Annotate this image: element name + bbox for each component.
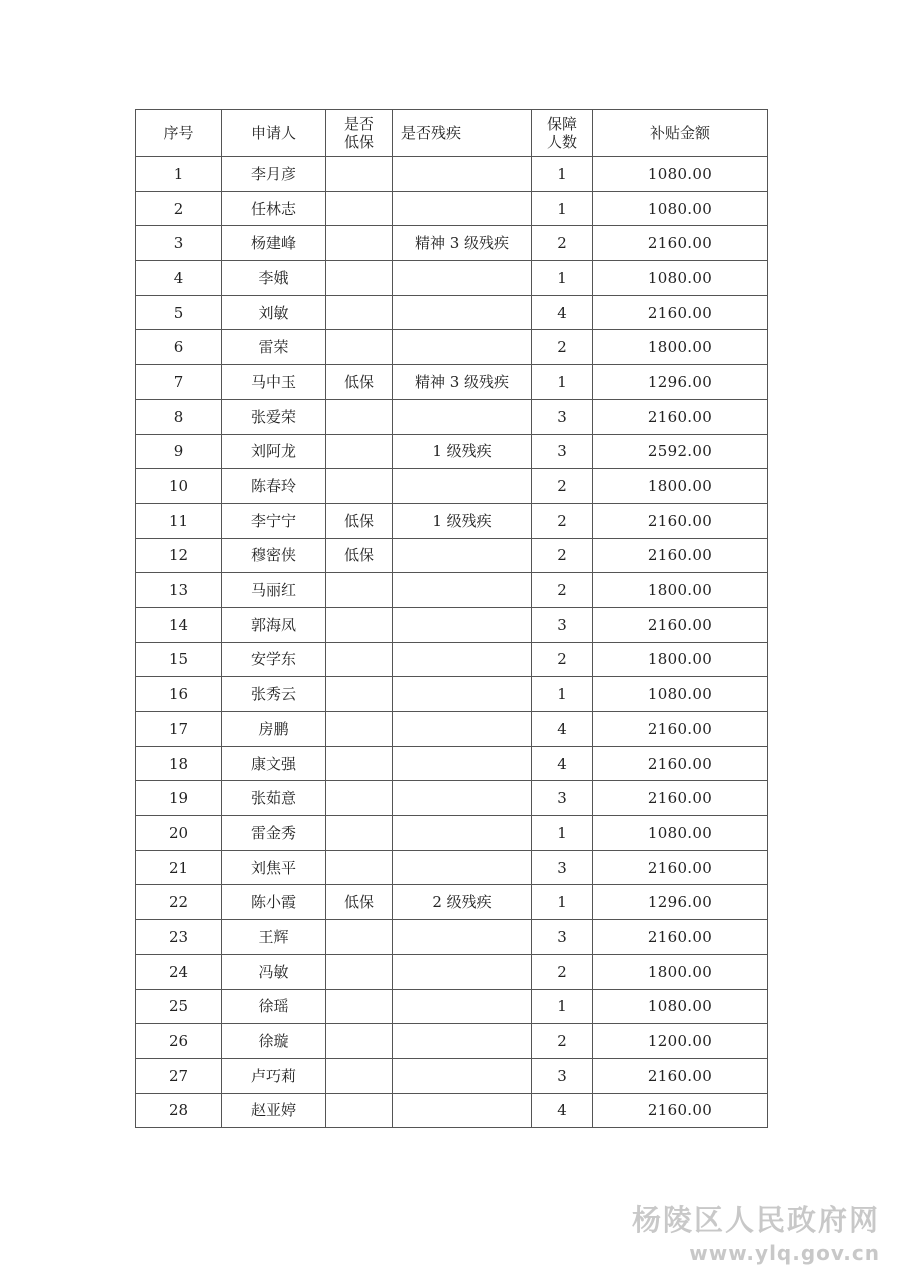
cell-applicant: 张爱荣 [222,399,326,434]
cell-seq: 11 [136,503,222,538]
table-row [136,677,768,712]
cell-seq: 18 [136,746,222,781]
cell-dibao [326,954,393,989]
cell-disability [393,1093,532,1128]
cell-amount: 2160.00 [593,850,768,885]
header-disability: 是否残疾 [393,110,532,157]
table-row [136,295,768,330]
cell-seq: 5 [136,295,222,330]
cell-disability [393,399,532,434]
table-row [136,1093,768,1128]
cell-applicant: 张茹意 [222,781,326,816]
cell-seq: 23 [136,920,222,955]
cell-dibao [326,712,393,747]
cell-applicant: 徐瑶 [222,989,326,1024]
cell-seq: 28 [136,1093,222,1128]
table-row [136,746,768,781]
header-persons-line1: 保障 [546,115,577,133]
cell-dibao [326,469,393,504]
cell-dibao [326,261,393,296]
watermark-url: www.ylq.gov.cn [689,1241,880,1265]
cell-applicant: 马中玉 [222,365,326,400]
cell-dibao [326,399,393,434]
cell-dibao [326,226,393,261]
cell-applicant: 陈小霞 [222,885,326,920]
cell-disability: 1 级残疾 [393,434,532,469]
cell-applicant: 陈春玲 [222,469,326,504]
cell-seq: 7 [136,365,222,400]
cell-dibao [326,157,393,192]
table-row [136,920,768,955]
cell-amount: 1080.00 [593,989,768,1024]
cell-amount: 2160.00 [593,503,768,538]
cell-amount: 1080.00 [593,157,768,192]
header-dibao-line2: 低保 [343,133,374,151]
cell-persons: 2 [532,330,593,365]
table-row [136,781,768,816]
cell-persons: 1 [532,885,593,920]
cell-dibao [326,989,393,1024]
cell-seq: 3 [136,226,222,261]
cell-applicant: 穆密侠 [222,538,326,573]
cell-applicant: 赵亚婷 [222,1093,326,1128]
cell-applicant: 雷荣 [222,330,326,365]
cell-applicant: 卢巧莉 [222,1058,326,1093]
cell-applicant: 徐璇 [222,1024,326,1059]
table-row [136,712,768,747]
cell-persons: 3 [532,920,593,955]
cell-amount: 2592.00 [593,434,768,469]
cell-persons: 1 [532,157,593,192]
cell-persons: 3 [532,434,593,469]
cell-persons: 2 [532,573,593,608]
cell-amount: 2160.00 [593,538,768,573]
cell-persons: 2 [532,642,593,677]
cell-persons: 1 [532,677,593,712]
cell-persons: 3 [532,399,593,434]
header-persons-line2: 人数 [546,133,577,151]
cell-disability [393,295,532,330]
cell-persons: 1 [532,191,593,226]
table-row [136,157,768,192]
table-row [136,885,768,920]
header-amount: 补贴金额 [593,110,768,157]
cell-disability [393,607,532,642]
cell-persons: 2 [532,954,593,989]
cell-amount: 1296.00 [593,885,768,920]
cell-amount: 1296.00 [593,365,768,400]
cell-persons: 2 [532,538,593,573]
cell-disability [393,191,532,226]
table-row [136,642,768,677]
table-row [136,850,768,885]
cell-disability [393,989,532,1024]
table-row [136,226,768,261]
cell-disability [393,781,532,816]
cell-amount: 2160.00 [593,920,768,955]
cell-seq: 13 [136,573,222,608]
cell-seq: 2 [136,191,222,226]
cell-amount: 1080.00 [593,261,768,296]
cell-seq: 21 [136,850,222,885]
cell-disability [393,746,532,781]
cell-dibao [326,781,393,816]
cell-disability [393,1058,532,1093]
cell-dibao [326,920,393,955]
cell-applicant: 任林志 [222,191,326,226]
table-header [136,110,768,157]
cell-amount: 2160.00 [593,781,768,816]
cell-applicant: 郭海凤 [222,607,326,642]
cell-seq: 12 [136,538,222,573]
cell-applicant: 马丽红 [222,573,326,608]
cell-applicant: 刘焦平 [222,850,326,885]
header-seq: 序号 [136,110,222,157]
table-row [136,503,768,538]
cell-persons: 4 [532,712,593,747]
table-row [136,954,768,989]
cell-disability [393,677,532,712]
cell-disability [393,469,532,504]
cell-seq: 17 [136,712,222,747]
cell-applicant: 李月彦 [222,157,326,192]
table-row [136,365,768,400]
table-row [136,399,768,434]
cell-persons: 2 [532,503,593,538]
cell-seq: 22 [136,885,222,920]
cell-disability [393,850,532,885]
cell-dibao [326,607,393,642]
cell-seq: 20 [136,816,222,851]
cell-persons: 4 [532,746,593,781]
cell-applicant: 冯敏 [222,954,326,989]
cell-persons: 3 [532,1058,593,1093]
cell-disability: 精神 3 级残疾 [393,226,532,261]
cell-disability: 精神 3 级残疾 [393,365,532,400]
cell-applicant: 刘阿龙 [222,434,326,469]
cell-dibao [326,1093,393,1128]
table-body [136,157,768,1128]
cell-amount: 1200.00 [593,1024,768,1059]
cell-amount: 1800.00 [593,330,768,365]
cell-dibao [326,816,393,851]
cell-seq: 10 [136,469,222,504]
cell-disability [393,642,532,677]
header-dibao-line1: 是否 [343,115,374,133]
cell-amount: 2160.00 [593,1058,768,1093]
cell-amount: 2160.00 [593,295,768,330]
cell-seq: 8 [136,399,222,434]
cell-persons: 1 [532,365,593,400]
cell-amount: 1800.00 [593,573,768,608]
cell-dibao [326,295,393,330]
cell-dibao [326,677,393,712]
cell-dibao [326,746,393,781]
cell-disability: 2 级残疾 [393,885,532,920]
cell-disability [393,261,532,296]
cell-applicant: 刘敏 [222,295,326,330]
cell-amount: 1800.00 [593,469,768,504]
cell-dibao: 低保 [326,538,393,573]
cell-seq: 26 [136,1024,222,1059]
cell-dibao [326,1058,393,1093]
cell-disability [393,330,532,365]
header-dibao [326,110,393,157]
table-row [136,573,768,608]
subsidy-table [135,109,768,1128]
cell-disability [393,573,532,608]
table-row [136,1024,768,1059]
table-row [136,261,768,296]
header-persons [532,110,593,157]
table-row [136,1058,768,1093]
cell-disability [393,538,532,573]
cell-persons: 4 [532,295,593,330]
header-applicant: 申请人 [222,110,326,157]
cell-seq: 16 [136,677,222,712]
cell-dibao [326,573,393,608]
cell-seq: 9 [136,434,222,469]
cell-seq: 19 [136,781,222,816]
table-row [136,989,768,1024]
cell-persons: 1 [532,816,593,851]
cell-persons: 2 [532,226,593,261]
cell-dibao [326,642,393,677]
cell-seq: 1 [136,157,222,192]
cell-applicant: 张秀云 [222,677,326,712]
cell-dibao [326,191,393,226]
cell-amount: 2160.00 [593,399,768,434]
cell-seq: 14 [136,607,222,642]
cell-persons: 4 [532,1093,593,1128]
cell-amount: 1080.00 [593,816,768,851]
cell-persons: 2 [532,1024,593,1059]
cell-applicant: 雷金秀 [222,816,326,851]
table-row [136,469,768,504]
cell-seq: 4 [136,261,222,296]
cell-amount: 2160.00 [593,607,768,642]
cell-persons: 3 [532,781,593,816]
cell-disability [393,712,532,747]
cell-seq: 27 [136,1058,222,1093]
table-row [136,330,768,365]
cell-seq: 15 [136,642,222,677]
cell-amount: 1080.00 [593,191,768,226]
cell-disability [393,1024,532,1059]
table-row [136,434,768,469]
table-row [136,191,768,226]
cell-dibao [326,850,393,885]
cell-persons: 1 [532,989,593,1024]
cell-persons: 3 [532,607,593,642]
cell-seq: 25 [136,989,222,1024]
cell-dibao [326,330,393,365]
cell-applicant: 李娥 [222,261,326,296]
cell-applicant: 安学东 [222,642,326,677]
cell-amount: 2160.00 [593,746,768,781]
cell-amount: 2160.00 [593,712,768,747]
cell-persons: 3 [532,850,593,885]
cell-disability [393,157,532,192]
cell-applicant: 王辉 [222,920,326,955]
cell-dibao: 低保 [326,503,393,538]
cell-amount: 2160.00 [593,226,768,261]
cell-amount: 1800.00 [593,954,768,989]
cell-disability [393,920,532,955]
cell-persons: 1 [532,261,593,296]
cell-disability [393,954,532,989]
cell-amount: 2160.00 [593,1093,768,1128]
cell-applicant: 杨建峰 [222,226,326,261]
cell-dibao: 低保 [326,885,393,920]
cell-amount: 1080.00 [593,677,768,712]
cell-applicant: 房鹏 [222,712,326,747]
cell-disability: 1 级残疾 [393,503,532,538]
cell-disability [393,816,532,851]
watermark [632,1198,880,1265]
cell-applicant: 李宁宁 [222,503,326,538]
cell-applicant: 康文强 [222,746,326,781]
cell-seq: 6 [136,330,222,365]
cell-persons: 2 [532,469,593,504]
table-row [136,816,768,851]
cell-amount: 1800.00 [593,642,768,677]
table-row [136,607,768,642]
table-row [136,538,768,573]
cell-dibao: 低保 [326,365,393,400]
cell-seq: 24 [136,954,222,989]
cell-dibao [326,434,393,469]
watermark-site-name: 杨陵区人民政府网 [631,1203,880,1237]
cell-dibao [326,1024,393,1059]
